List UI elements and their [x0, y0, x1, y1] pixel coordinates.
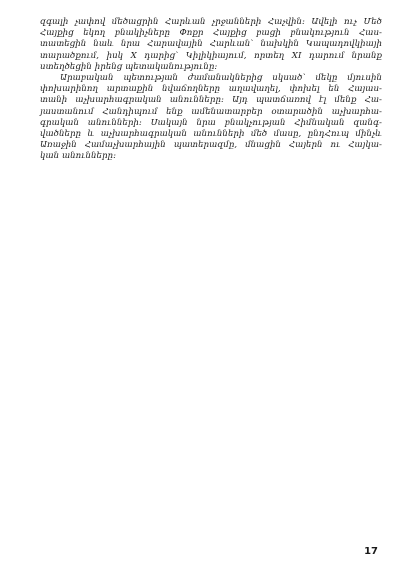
text-line: ստեղծեցին իրենց պետականությունը:: [40, 61, 218, 72]
text-line: վածները և աչխարհագրական անունների մեծ մասը, ընդՀուպ մինչև: [40, 129, 382, 140]
page-number: 17: [364, 546, 378, 557]
text-line: Հայքից եկող բնակիչները Փոքր Հայքից բացի բնակություն Հաս-: [40, 28, 382, 39]
text-line: Առաջին Համաչխարհային պատերազմը, մնացին Հայերն ու Հայկա-: [40, 140, 382, 151]
text-line: տանի աչխարհագրական անունները: Այդ պատճառով էլ մենք Հա-: [40, 95, 382, 106]
text-line: կան անունները:: [40, 151, 117, 162]
text-line: յաստանում Հանդիպում ենք ամենատարբեր օտարածին աչխարհա-: [40, 106, 382, 117]
text-line: տատեցին նաև նրա Հարավային Հարևան՝ նախկին Կապադովկիայի: [40, 39, 382, 50]
text-line: զգալի չափով մեծացրին Հարևան չրջանների Հաչվին: Ավելի ուչ Մեծ: [40, 17, 382, 27]
text-line: գրական անունների: Սակայն նրա բնակչության Հիմնական զանգ-: [40, 117, 382, 128]
body-text: [40, 17, 382, 163]
text-line: փոխարինող արտաքին նվաճողները աղավաղել, փոխել են Հայաս-: [40, 84, 382, 95]
paragraph-1: [40, 17, 382, 73]
text-line: տարածքում, իսկ X դարից՝ Կիլիկիայում, որտեղ XI դարում նրանք: [40, 50, 382, 61]
text-line: Արաբական պետության ժամանակներից սկսած՝ մեկը մյուսին: [60, 73, 382, 84]
paragraph-2: [40, 73, 382, 163]
